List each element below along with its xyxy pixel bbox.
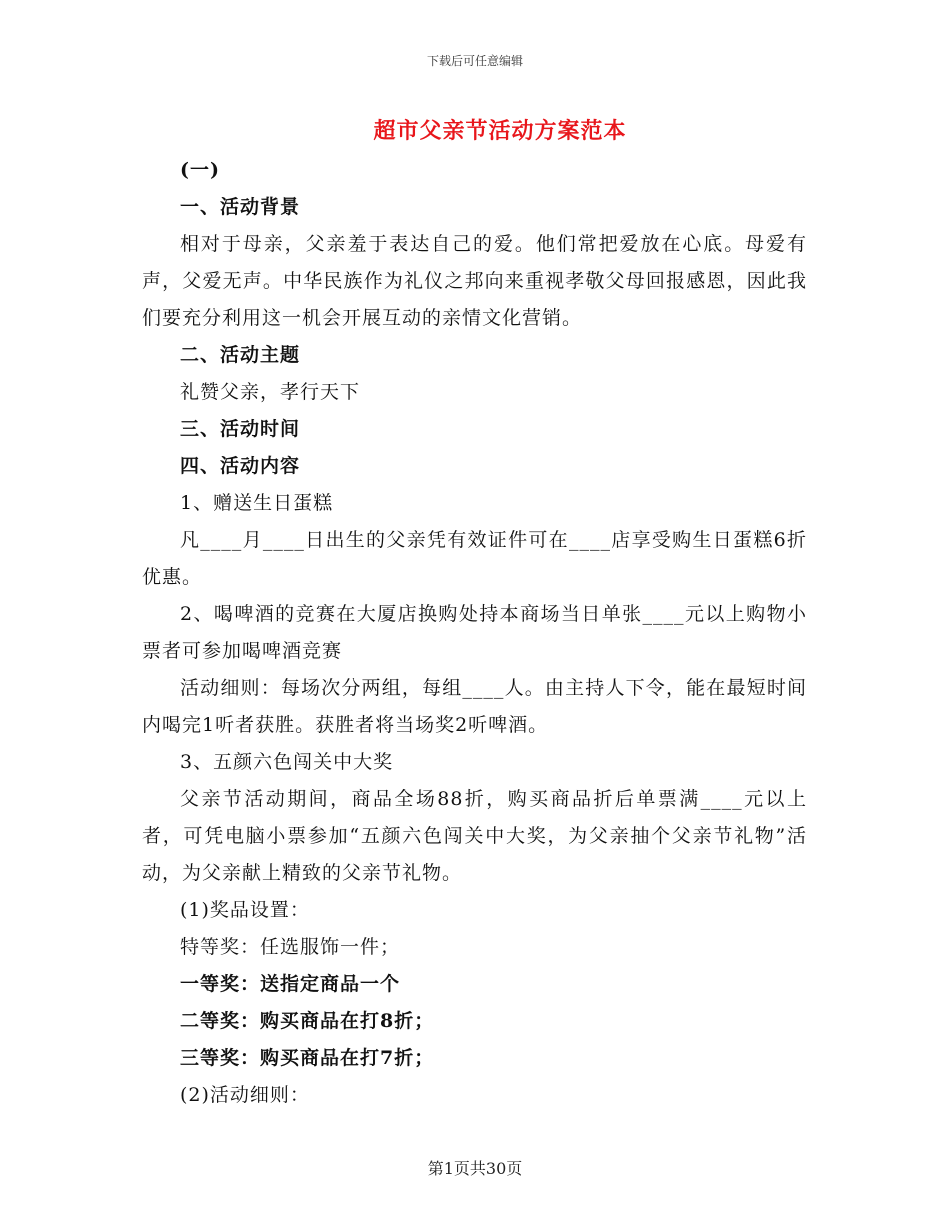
paragraph-cake: 凡____月____日出生的父亲凭有效证件可在____店享受购生日蛋糕6折优惠。 [142, 529, 807, 588]
section-label: (一) [180, 159, 220, 181]
paragraph-theme: 礼赞父亲，孝行天下 [180, 381, 361, 403]
prize-special: 特等奖：任选服饰一件； [180, 936, 401, 958]
section-heading-time: 三、活动时间 [180, 418, 301, 440]
item-heading-cake: 1、赠送生日蛋糕 [180, 492, 334, 514]
prize-first: 一等奖：送指定商品一个 [180, 973, 401, 995]
item-heading-prize: 3、五颜六色闯关中大奖 [180, 751, 394, 773]
paragraph-beer-contest: 2、喝啤酒的竞赛在大厦店换购处持本商场当日单张____元以上购物小票者可参加喝啤酒竞赛 [142, 603, 807, 662]
rules-heading: (2)活动细则： [180, 1084, 310, 1106]
prize-setup-heading: (1)奖品设置： [180, 899, 310, 921]
prize-second: 二等奖：购买商品在打8折； [180, 1010, 435, 1032]
section-heading-content: 四、活动内容 [180, 455, 301, 477]
prize-third: 三等奖：购买商品在打7折； [180, 1047, 435, 1069]
paragraph-prize: 父亲节活动期间，商品全场88折，购买商品折后单票满____元以上者，可凭电脑小票参加“五颜六色闯关中大奖，为父亲抽个父亲节礼物”活动，为父亲献上精致的父亲节礼物。 [142, 788, 807, 884]
paragraph-beer-rules: 活动细则：每场次分两组，每组____人。由主持人下令，能在最短时间内喝完1听者获胜。获胜者将当场奖2听啤酒。 [142, 677, 807, 736]
document-body [142, 152, 807, 1114]
document-title: 超市父亲节活动方案范本 [373, 118, 627, 144]
section-heading-theme: 二、活动主题 [180, 344, 301, 366]
page-footer: 第1页共30页 [427, 1159, 523, 1178]
paragraph-background: 相对于母亲，父亲羞于表达自己的爱。他们常把爱放在心底。母爱有声，父爱无声。中华民族作为礼仪之邦向来重视孝敬父母回报感恩，因此我们要充分利用这一机会开展互动的亲情文化营销。 [142, 233, 807, 329]
section-heading-background: 一、活动背景 [180, 196, 301, 218]
page-header: 下载后可任意编辑 [426, 54, 523, 68]
